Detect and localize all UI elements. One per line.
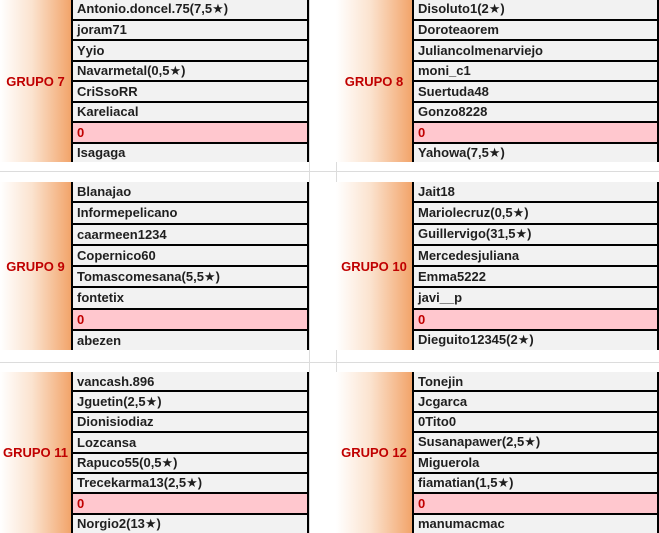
player-cell[interactable]: vancash.896 [73, 372, 309, 392]
group-block [336, 0, 659, 162]
player-cell[interactable]: joram71 [73, 21, 309, 42]
empty-slot-cell[interactable]: 0 [414, 494, 659, 514]
empty-slot-cell[interactable]: 0 [73, 310, 309, 331]
group-label: GRUPO 11 [0, 372, 73, 533]
player-list [414, 182, 659, 350]
player-cell[interactable]: Emma5222 [414, 267, 659, 288]
group-block [0, 372, 309, 533]
player-cell[interactable]: Juliancolmenarviejo [414, 41, 659, 62]
group-label: GRUPO 8 [336, 0, 414, 162]
player-list [414, 0, 659, 162]
player-cell[interactable]: Suertuda48 [414, 82, 659, 103]
group-block [0, 182, 309, 350]
player-cell[interactable]: Antonio.doncel.75(7,5★) [73, 0, 309, 21]
player-cell[interactable]: Disoluto1(2★) [414, 0, 659, 21]
player-cell[interactable]: Susanapawer(2,5★) [414, 433, 659, 453]
group-block [336, 182, 659, 350]
player-cell[interactable]: Tomascomesana(5,5★) [73, 267, 309, 288]
player-cell[interactable]: Jcgarca [414, 392, 659, 412]
group-label: GRUPO 9 [0, 182, 73, 350]
player-cell[interactable]: Yyio [73, 41, 309, 62]
column-gridline [309, 0, 310, 533]
empty-slot-cell[interactable]: 0 [73, 123, 309, 144]
player-cell[interactable]: Mercedesjuliana [414, 246, 659, 267]
player-cell[interactable]: Navarmetal(0,5★) [73, 62, 309, 83]
empty-slot-cell[interactable]: 0 [73, 494, 309, 514]
row-gridline [0, 362, 659, 363]
player-list [73, 0, 309, 162]
player-cell[interactable]: Lozcansa [73, 433, 309, 453]
player-cell[interactable]: Jait18 [414, 182, 659, 203]
empty-slot-cell[interactable]: 0 [414, 310, 659, 331]
player-cell[interactable]: manumacmac [414, 515, 659, 533]
player-cell[interactable]: Mariolecruz(0,5★) [414, 203, 659, 224]
group-block [0, 0, 309, 162]
player-cell[interactable]: javi__p [414, 288, 659, 309]
player-cell[interactable]: Blanajao [73, 182, 309, 203]
player-cell[interactable]: fontetix [73, 288, 309, 309]
player-cell[interactable]: Tonejin [414, 372, 659, 392]
player-cell[interactable]: Norgio2(13★) [73, 515, 309, 533]
player-cell[interactable]: Trecekarma13(2,5★) [73, 474, 309, 494]
player-list [414, 372, 659, 533]
group-label: GRUPO 12 [336, 372, 414, 533]
empty-slot-cell[interactable]: 0 [414, 123, 659, 144]
group-label: GRUPO 7 [0, 0, 73, 162]
player-cell[interactable]: Kareliacal [73, 103, 309, 124]
player-cell[interactable]: Gonzo8228 [414, 103, 659, 124]
player-cell[interactable]: CriSsoRR [73, 82, 309, 103]
player-cell[interactable]: Guillervigo(31,5★) [414, 225, 659, 246]
player-cell[interactable]: 0Tito0 [414, 413, 659, 433]
player-cell[interactable]: Dionisiodiaz [73, 413, 309, 433]
player-cell[interactable]: fiamatian(1,5★) [414, 474, 659, 494]
player-cell[interactable]: caarmeen1234 [73, 225, 309, 246]
player-cell[interactable]: Dieguito12345(2★) [414, 331, 659, 350]
group-block [336, 372, 659, 533]
player-cell[interactable]: Jguetin(2,5★) [73, 392, 309, 412]
player-cell[interactable]: Copernico60 [73, 246, 309, 267]
player-cell[interactable]: Miguerola [414, 454, 659, 474]
player-cell[interactable]: Yahowa(7,5★) [414, 144, 659, 163]
player-cell[interactable]: moni_c1 [414, 62, 659, 83]
player-list [73, 182, 309, 350]
player-list [73, 372, 309, 533]
player-cell[interactable]: Rapuco55(0,5★) [73, 454, 309, 474]
group-label: GRUPO 10 [336, 182, 414, 350]
player-cell[interactable]: Isagaga [73, 144, 309, 163]
player-cell[interactable]: Doroteaorem [414, 21, 659, 42]
player-cell[interactable]: abezen [73, 331, 309, 350]
row-gridline [0, 171, 659, 172]
player-cell[interactable]: Informepelicano [73, 203, 309, 224]
